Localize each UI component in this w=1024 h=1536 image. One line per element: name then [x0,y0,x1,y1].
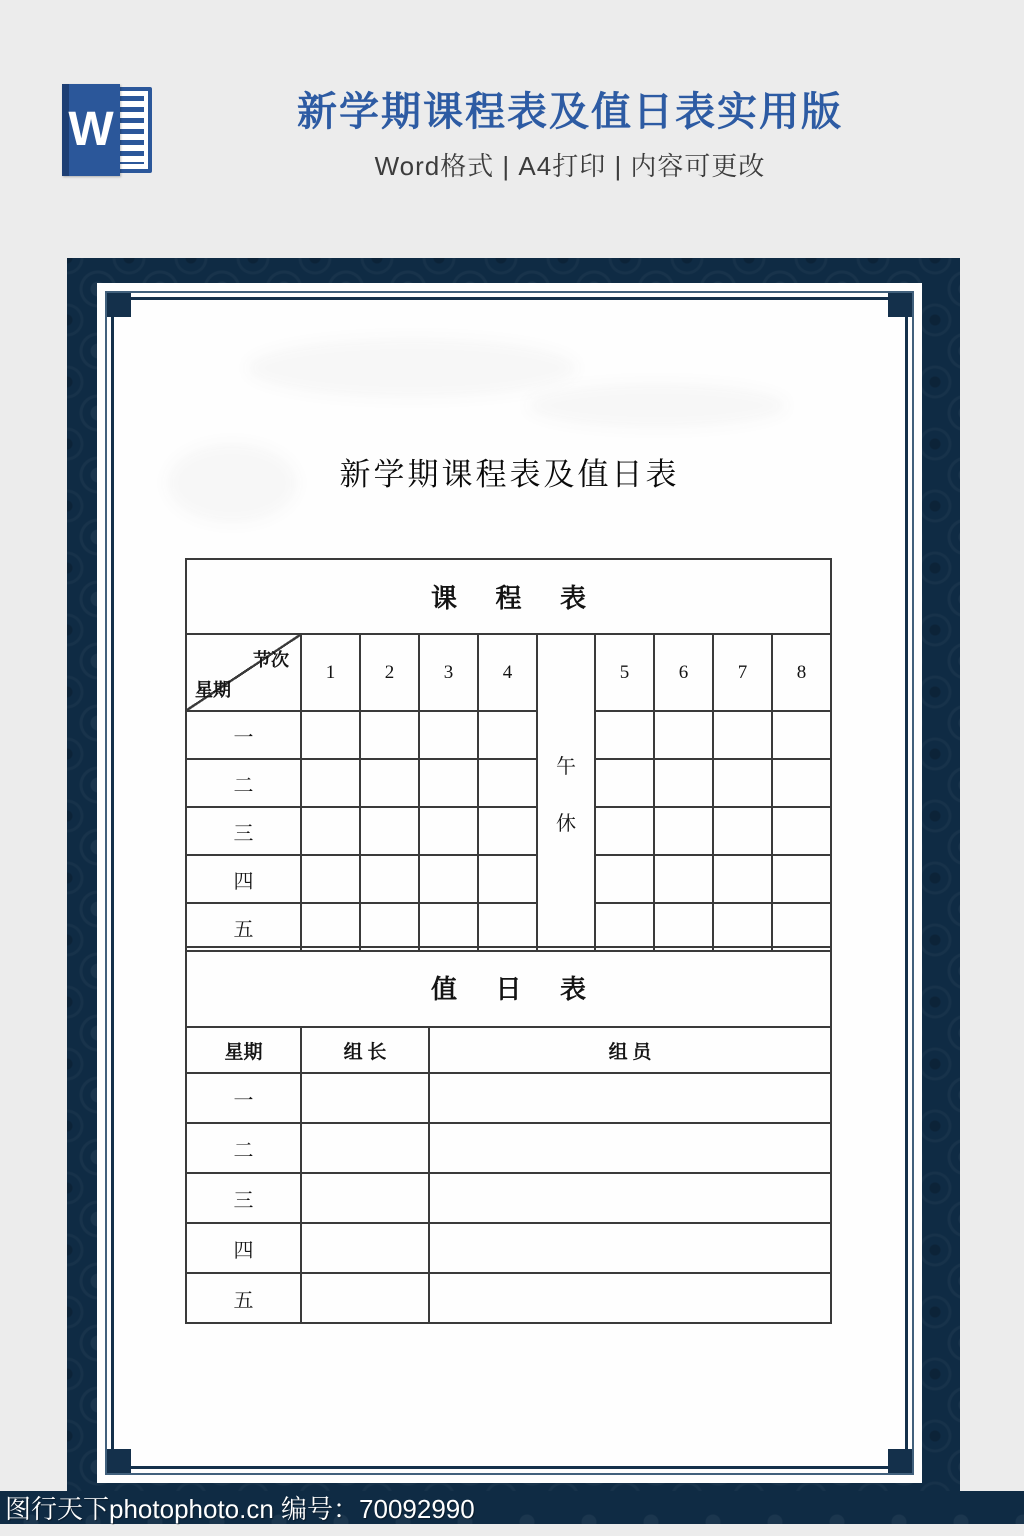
border-corner-top-left [107,293,131,317]
period-header: 7 [713,634,772,711]
schedule-day-label: 二 [186,759,301,807]
word-letter: W [68,103,114,156]
schedule-cell [419,711,478,759]
schedule-day-label: 三 [186,807,301,855]
scan-smudge [527,383,787,428]
schedule-cell [654,711,713,759]
duty-col-members: 组 员 [429,1027,831,1073]
schedule-cell [654,903,713,951]
document-page [97,283,922,1483]
duty-leader-cell [301,1223,429,1273]
schedule-cell [301,855,360,903]
corner-label-period: 节次 [253,650,289,670]
schedule-cell [654,759,713,807]
watermark-text: 图行天下photophoto.cn 编号：70092990 [5,1493,475,1524]
schedule-cell [360,759,419,807]
duty-day-label: 一 [186,1073,301,1123]
schedule-cell [713,807,772,855]
schedule-cell [478,759,537,807]
duty-col-leader: 组 长 [301,1027,429,1073]
duty-caption: 值 日 表 [186,947,831,1027]
promo-subtitle: Word格式 | A4打印 | 内容可更改 [374,151,766,181]
duty-members-cell [429,1273,831,1323]
duty-leader-cell [301,1273,429,1323]
schedule-cell [713,711,772,759]
schedule-cell [772,903,831,951]
schedule-cell [419,855,478,903]
schedule-cell [595,855,654,903]
schedule-cell [419,807,478,855]
schedule-cell [595,807,654,855]
schedule-cell [654,855,713,903]
schedule-cell [419,759,478,807]
schedule-cell [360,711,419,759]
duty-leader-cell [301,1073,429,1123]
schedule-corner-cell [186,634,301,711]
schedule-cell [772,807,831,855]
schedule-day-label: 五 [186,903,301,951]
period-header: 3 [419,634,478,711]
word-blue-panel [62,84,120,176]
schedule-day-label: 一 [186,711,301,759]
schedule-cell [478,855,537,903]
schedule-cell [595,903,654,951]
duty-col-day: 星期 [186,1027,301,1073]
schedule-cell [713,759,772,807]
schedule-caption: 课 程 表 [186,559,831,634]
period-header: 1 [301,634,360,711]
watermark-bar [0,1491,1024,1524]
duty-leader-cell [301,1173,429,1223]
schedule-cell [772,759,831,807]
schedule-cell [360,903,419,951]
document-title: 新学期课程表及值日表 [339,457,680,492]
schedule-cell [360,855,419,903]
schedule-day-label: 四 [186,855,301,903]
promo-header [170,90,970,183]
noon-break-char: 休 [556,812,576,835]
duty-day-label: 五 [186,1273,301,1323]
schedule-cell [595,759,654,807]
period-header: 6 [654,634,713,711]
noon-break-cell [537,634,595,951]
schedule-cell [419,903,478,951]
schedule-cell [301,903,360,951]
period-header: 4 [478,634,537,711]
schedule-cell [301,759,360,807]
period-header: 8 [772,634,831,711]
duty-day-label: 三 [186,1173,301,1223]
duty-members-cell [429,1123,831,1173]
schedule-cell [772,711,831,759]
schedule-cell [301,807,360,855]
schedule-cell [772,855,831,903]
schedule-cell [478,711,537,759]
period-header: 2 [360,634,419,711]
schedule-cell [713,903,772,951]
corner-label-weekday: 星期 [195,680,231,700]
schedule-cell [360,807,419,855]
scan-smudge [247,338,577,398]
border-corner-bottom-right [888,1449,912,1473]
schedule-cell [654,807,713,855]
duty-table [185,946,832,1324]
duty-members-cell [429,1073,831,1123]
word-logo-icon [62,84,154,176]
border-corner-bottom-left [107,1449,131,1473]
schedule-table [185,558,832,952]
duty-leader-cell [301,1123,429,1173]
schedule-cell [301,711,360,759]
duty-members-cell [429,1173,831,1223]
duty-members-cell [429,1223,831,1273]
schedule-cell [713,855,772,903]
schedule-cell [595,711,654,759]
schedule-cell [478,807,537,855]
schedule-cell [478,903,537,951]
period-header: 5 [595,634,654,711]
promo-title: 新学期课程表及值日表实用版 [297,90,843,134]
duty-day-label: 四 [186,1223,301,1273]
noon-break-char: 午 [556,755,576,778]
border-corner-top-right [888,293,912,317]
duty-day-label: 二 [186,1123,301,1173]
